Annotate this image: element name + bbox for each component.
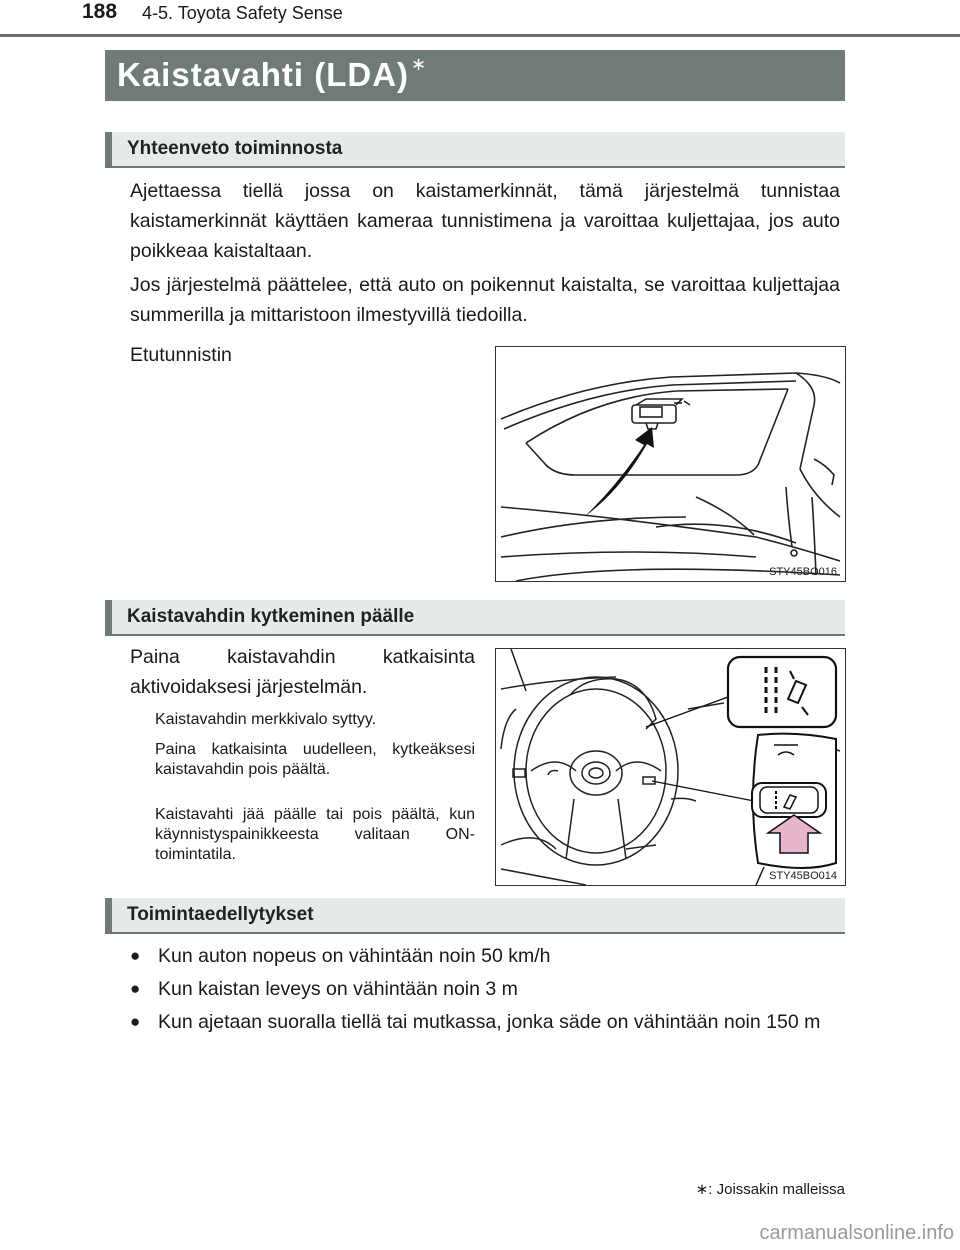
footnote-text: : Joissakin malleissa — [708, 1181, 845, 1198]
section-heading-label: Yhteenveto toiminnosta — [127, 138, 343, 159]
footnote-mark: ∗ — [695, 1181, 709, 1198]
bullet-icon: ● — [130, 946, 141, 965]
footnote — [696, 1180, 845, 1198]
condition-item — [130, 940, 840, 972]
sensor-label: Etutunnistin — [130, 344, 232, 366]
running-head: 4-5. Toyota Safety Sense — [142, 3, 343, 23]
section-heading-conditions — [105, 898, 845, 934]
section-marker — [105, 898, 112, 932]
section-heading-summary — [105, 132, 845, 168]
activation-note-3: Kaistavahti jää päälle tai pois päältä, kun käynnistyspainikkeesta valitaan ON-toimintatila. — [155, 806, 475, 863]
title-asterisk: ∗ — [411, 54, 428, 74]
activation-note-2: Paina katkaisinta uudelleen, kytkeäksesi kaistavahdin pois päältä. — [155, 741, 475, 778]
bullet-icon: ● — [130, 979, 141, 998]
page-title — [117, 56, 427, 94]
bullet-icon: ● — [130, 1012, 141, 1031]
figure-code: STY45BO016 — [769, 566, 837, 578]
figure-front-sensor — [495, 346, 846, 582]
condition-text: Kun kaistan leveys on vähintään noin 3 m — [158, 978, 518, 1000]
section-heading-label: Kaistavahdin kytkeminen päälle — [127, 606, 415, 627]
summary-paragraph-1: Ajettaessa tiellä jossa on kaistamerkinnät, tämä järjestelmä tunnistaa kaistamerkinnät käyttäen kameraa tunnistimena ja varoittaa kuljettajaa, jos auto poikkeaa kaistaltaan. — [130, 180, 840, 262]
steering-wheel-illustration — [496, 649, 845, 885]
figure-lda-switch — [495, 648, 846, 886]
activation-note-1: Kaistavahdin merkkivalo syttyy. — [155, 711, 377, 728]
condition-item — [130, 1006, 840, 1038]
title-text: Kaistavahti (LDA) — [117, 56, 410, 93]
activation-paragraph: Paina kaistavahdin katkaisinta aktivoidaksesi järjestelmän. — [130, 646, 475, 698]
windshield-illustration — [496, 347, 845, 581]
summary-paragraph-2: Jos järjestelmä päättelee, että auto on poikennut kaistalta, se varoittaa kuljettajaa summerilla ja mittaristoon ilmestyvillä tiedoilla. — [130, 274, 840, 326]
section-heading-activation — [105, 600, 845, 636]
condition-text: Kun auton nopeus on vähintään noin 50 km/h — [158, 945, 551, 967]
section-marker — [105, 132, 112, 166]
section-heading-label: Toimintaedellytykset — [127, 904, 314, 925]
page-number: 188 — [82, 0, 118, 23]
section-marker — [105, 600, 112, 634]
watermark: carmanualsonline.info — [759, 1222, 954, 1244]
condition-text: Kun ajetaan suoralla tiellä tai mutkassa, jonka säde on vähintään noin 150 m — [158, 1011, 821, 1033]
figure-code: STY45BO014 — [769, 870, 837, 882]
header-rule — [0, 34, 960, 37]
condition-item — [130, 973, 840, 1005]
